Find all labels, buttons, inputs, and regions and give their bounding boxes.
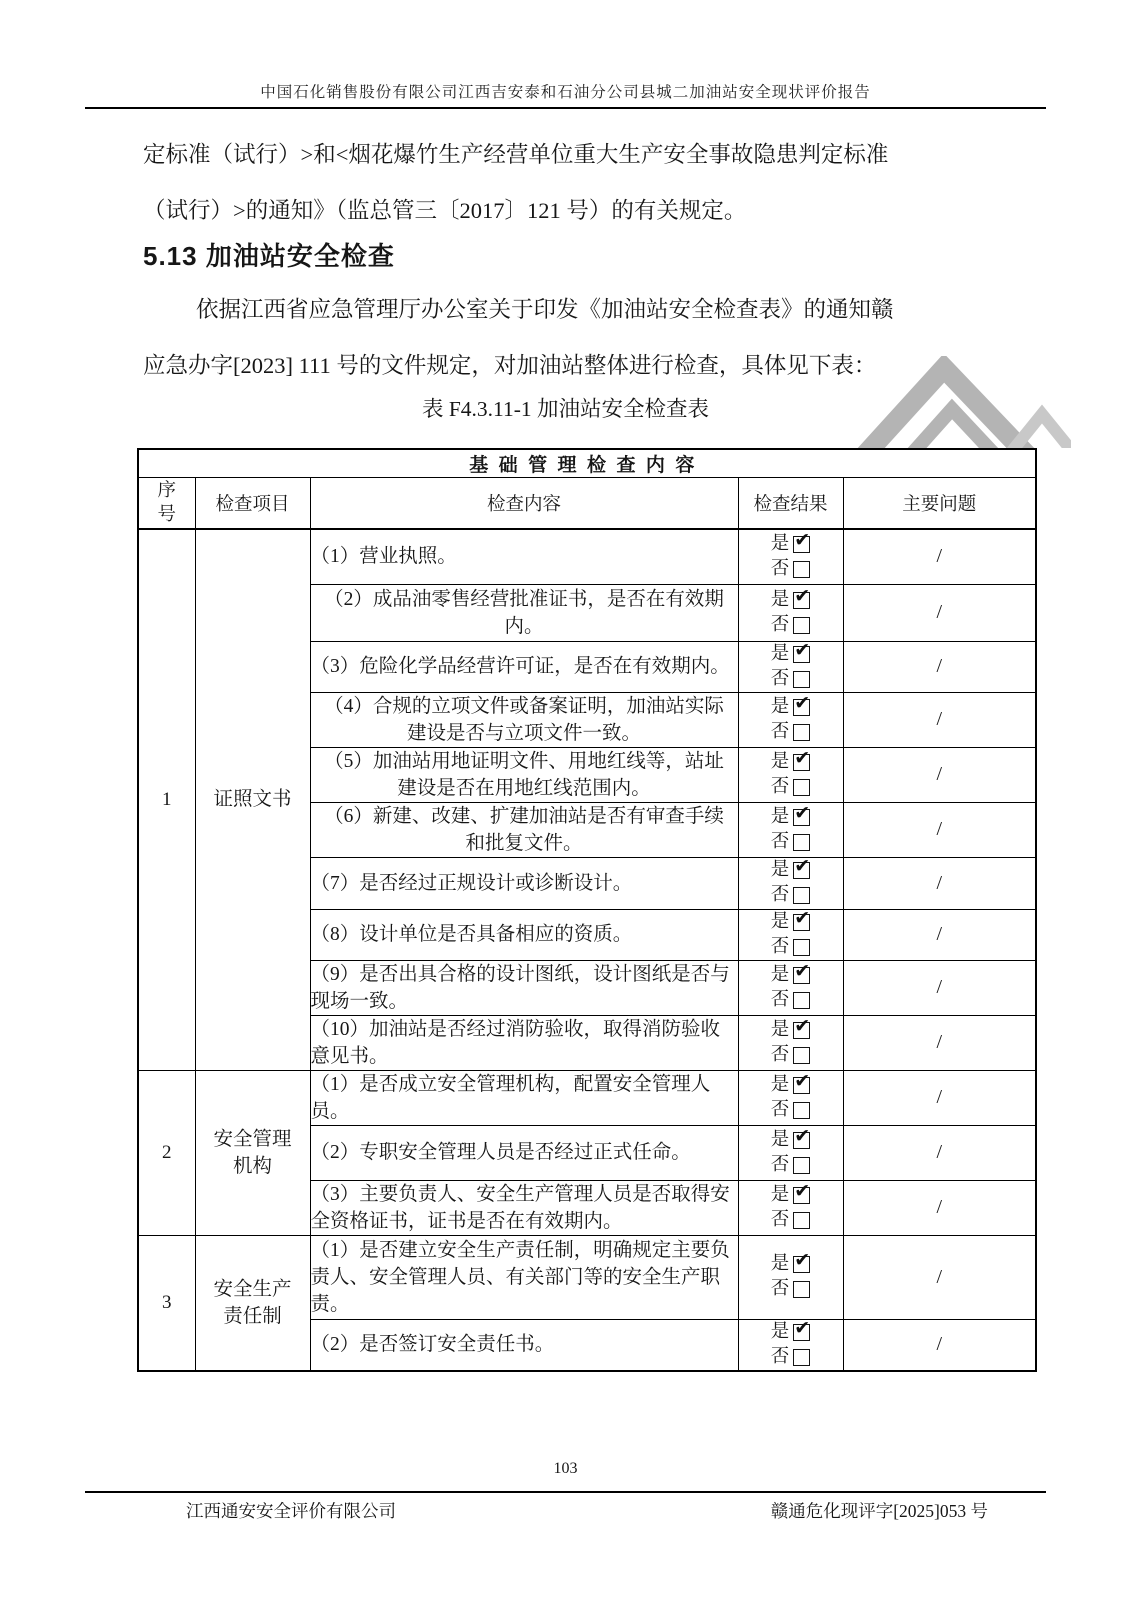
check-content-cell: （10）加油站是否经过消防验收，取得消防验收意见书。 — [310, 1015, 738, 1070]
safety-check-table — [137, 448, 1035, 1372]
check-content-cell: （8）设计单位是否具备相应的资质。 — [310, 909, 738, 960]
check-content-cell: （2）成品油零售经营批准证书，是否在有效期内。 — [310, 584, 738, 641]
table-row — [138, 1235, 1036, 1319]
intro-line: 定标准（试行）>和<烟花爆竹生产经营单位重大生产安全事故隐患判定标准 — [143, 142, 889, 167]
checkbox-empty-icon — [793, 671, 810, 688]
check-result-cell: 是 ✔ 否 — [738, 1235, 843, 1319]
table-group-header-row — [138, 449, 1036, 478]
checkbox-checked-icon: ✔ — [794, 692, 811, 714]
checkbox-empty-icon — [793, 1281, 810, 1298]
issue-cell: / — [843, 1180, 1036, 1235]
table-caption: 表 F4.3.11-1 加油站安全检查表 — [421, 397, 710, 421]
check-result-cell: 是 ✔ 否 — [738, 1015, 843, 1070]
checkbox-checked-icon: ✔ — [794, 1180, 811, 1202]
checkbox-checked-icon: ✔ — [794, 802, 811, 824]
check-result-cell: 是 ✔ 否 — [738, 1180, 843, 1235]
checkbox-checked-icon: ✔ — [794, 1015, 811, 1037]
issue-cell: / — [843, 529, 1036, 584]
column-header-content: 检查内容 — [310, 478, 738, 530]
checkbox-checked-icon: ✔ — [794, 747, 811, 769]
column-header-issue: 主要问题 — [843, 478, 1036, 530]
check-result-cell: 是 ✔ 否 — [738, 692, 843, 747]
checkbox-empty-icon — [793, 887, 810, 904]
check-content-cell: （6）新建、改建、扩建加油站是否有审查手续和批复文件。 — [310, 802, 738, 857]
checkbox-empty-icon — [793, 1212, 810, 1229]
issue-cell: / — [843, 584, 1036, 641]
seq-cell: 3 — [138, 1235, 195, 1371]
section-heading: 5.13 加油站安全检查 — [143, 241, 395, 271]
check-result-cell: 是 ✔ 否 — [738, 747, 843, 802]
column-header-seq: 序号 — [138, 478, 195, 530]
check-result-cell: 是 ✔ 否 — [738, 909, 843, 960]
table-row — [138, 1070, 1036, 1125]
issue-cell: / — [843, 1015, 1036, 1070]
checkbox-empty-icon — [793, 992, 810, 1009]
checkbox-empty-icon — [793, 724, 810, 741]
check-result-cell: 是 ✔ 否 — [738, 1070, 843, 1125]
seq-cell: 1 — [138, 529, 195, 1070]
issue-cell: / — [843, 692, 1036, 747]
checkbox-checked-icon: ✔ — [794, 529, 811, 551]
check-result-cell: 是 ✔ 否 — [738, 802, 843, 857]
issue-cell: / — [843, 641, 1036, 692]
check-content-cell: （1）是否成立安全管理机构，配置安全管理人员。 — [310, 1070, 738, 1125]
checkbox-checked-icon: ✔ — [794, 1125, 811, 1147]
check-content-cell: （2）是否签订安全责任书。 — [310, 1319, 738, 1371]
checkbox-checked-icon: ✔ — [794, 584, 811, 607]
issue-cell: / — [843, 802, 1036, 857]
check-result-cell: 是 ✔ 否 — [738, 641, 843, 692]
body-paragraph — [143, 282, 1051, 394]
check-result-cell: 是 ✔ 否 — [738, 1319, 843, 1371]
issue-cell: / — [843, 909, 1036, 960]
checkbox-checked-icon: ✔ — [794, 1249, 811, 1271]
checkbox-empty-icon — [793, 1102, 810, 1119]
checkbox-checked-icon: ✔ — [794, 909, 811, 929]
check-item-cell: 安全生产责任制 — [195, 1235, 310, 1371]
checkbox-checked-icon: ✔ — [794, 1070, 811, 1092]
report-title-header: 中国石化销售股份有限公司江西吉安泰和石油分公司县城二加油站安全现状评价报告 — [260, 84, 871, 101]
check-result-cell: 是 ✔ 否 — [738, 1125, 843, 1180]
column-header-item: 检查项目 — [195, 478, 310, 530]
check-result-cell: 是 ✔ 否 — [738, 960, 843, 1015]
page-number: 103 — [553, 1460, 578, 1477]
issue-cell: / — [843, 960, 1036, 1015]
checkbox-empty-icon — [793, 561, 810, 578]
check-result-cell: 是 ✔ 否 — [738, 857, 843, 909]
checkbox-empty-icon — [793, 617, 810, 634]
check-content-cell: （1）营业执照。 — [310, 529, 738, 584]
header-rule — [85, 107, 1046, 109]
intro-line: （试行）>的通知》（监总管三〔2017〕121 号）的有关规定。 — [143, 198, 747, 223]
table-group-header: 基础管理检查内容 — [138, 449, 1036, 478]
column-header-result: 检查结果 — [738, 478, 843, 530]
check-content-cell: （1）是否建立安全生产责任制，明确规定主要负责人、安全管理人员、有关部门等的安全生产职责。 — [310, 1235, 738, 1319]
paragraph-line: 应急办字[2023] 111 号的文件规定，对加油站整体进行检查，具体见下表： — [143, 353, 877, 378]
issue-cell: / — [843, 1125, 1036, 1180]
checkbox-empty-icon — [793, 779, 810, 796]
check-content-cell: （7）是否经过正规设计或诊断设计。 — [310, 857, 738, 909]
check-content-cell: （3）主要负责人、安全生产管理人员是否取得安全资格证书，证书是否在有效期内。 — [310, 1180, 738, 1235]
table-column-header-row — [138, 478, 1036, 530]
checkbox-checked-icon: ✔ — [794, 641, 811, 661]
footer-rule — [85, 1491, 1046, 1493]
issue-cell: / — [843, 1319, 1036, 1371]
footer-company: 江西通安安全评价有限公司 — [186, 1501, 396, 1521]
intro-paragraph — [143, 127, 1049, 239]
checkbox-empty-icon — [793, 1047, 810, 1064]
issue-cell: / — [843, 747, 1036, 802]
footer-doc-number: 赣通危化现评字[2025]053 号 — [770, 1501, 988, 1521]
issue-cell: / — [843, 857, 1036, 909]
check-content-cell: （9）是否出具合格的设计图纸，设计图纸是否与现场一致。 — [310, 960, 738, 1015]
checkbox-empty-icon — [793, 1157, 810, 1174]
checkbox-empty-icon — [793, 1349, 810, 1366]
paragraph-line: 依据江西省应急管理厅办公室关于印发《加油站安全检查表》的通知赣 — [196, 297, 894, 322]
check-result-cell: 是 ✔ 否 — [738, 529, 843, 584]
table-row — [138, 529, 1036, 584]
issue-cell: / — [843, 1070, 1036, 1125]
seq-cell: 2 — [138, 1070, 195, 1235]
checkbox-empty-icon — [793, 834, 810, 851]
check-result-cell: 是 ✔ 否 — [738, 584, 843, 641]
check-content-cell: （2）专职安全管理人员是否经过正式任命。 — [310, 1125, 738, 1180]
check-content-cell: （3）危险化学品经营许可证，是否在有效期内。 — [310, 641, 738, 692]
checkbox-checked-icon: ✔ — [794, 857, 811, 877]
check-content-cell: （5）加油站用地证明文件、用地红线等，站址建设是否在用地红线范围内。 — [310, 747, 738, 802]
check-content-cell: （4）合规的立项文件或备案证明，加油站实际建设是否与立项文件一致。 — [310, 692, 738, 747]
check-item-cell: 证照文书 — [195, 529, 310, 1070]
checkbox-empty-icon — [793, 939, 810, 956]
check-item-cell: 安全管理机构 — [195, 1070, 310, 1235]
checkbox-checked-icon: ✔ — [794, 960, 811, 982]
issue-cell: / — [843, 1235, 1036, 1319]
checkbox-checked-icon: ✔ — [794, 1319, 811, 1339]
page-footer — [186, 1498, 988, 1523]
